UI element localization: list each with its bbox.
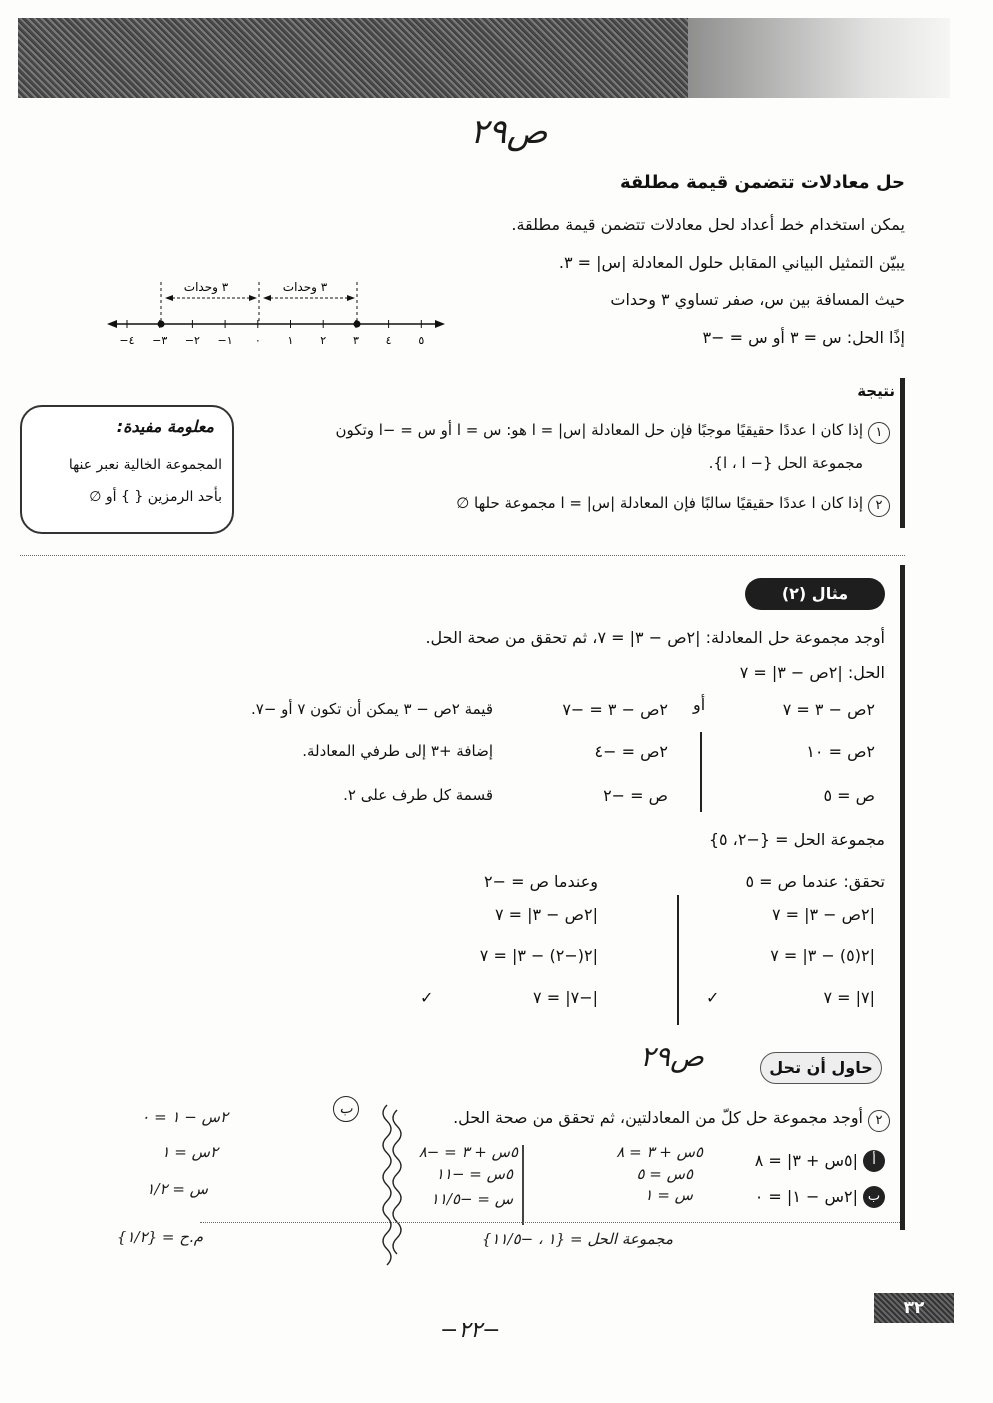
check-left-1: |٢ص − ٣| = ٧	[494, 905, 598, 924]
result-item1-line2: مجموعة الحل {− ا ، ا}.	[708, 454, 863, 472]
hw-a-divider	[522, 1145, 524, 1225]
example-question: أوجد مجموعة حل المعادلة: |٢ص − ٣| = ٧، ثم تحقق من صحة الحل.	[425, 628, 885, 647]
example-solution-head: الحل: |٢ص − ٣| = ٧	[739, 663, 885, 682]
part-b-badge: ب	[863, 1186, 885, 1208]
check-right-3: |٧| = ٧	[823, 988, 875, 1007]
result-item1-number: ١	[868, 422, 890, 444]
number-line-tick-label: −١	[217, 334, 233, 347]
page-number-tag: ٣٢	[874, 1293, 954, 1323]
hw-b-circled-letter: ب	[333, 1096, 359, 1122]
number-line-tick-label: −٤	[119, 334, 135, 347]
try-question-number: ٢	[868, 1110, 890, 1132]
hw-b-step-2: ٢س = ١	[161, 1143, 218, 1161]
solution-set: مجموعة الحل = {−٢، ٥}	[708, 830, 885, 849]
or-text: أو	[693, 695, 706, 714]
try-side-bar	[900, 1045, 905, 1230]
hw-b-set: م.ح = {١/٢}	[116, 1228, 203, 1246]
left-step-2: ٢ص = −٤	[594, 742, 668, 761]
check-mark-left: ✓	[420, 988, 434, 1007]
hw-a-right-2: ٥س = ٥	[636, 1165, 693, 1183]
right-step-2: ٢ص = ١٠	[806, 742, 875, 761]
hw-a-left-2: ٥س = −١١	[435, 1165, 513, 1183]
hw-b-step-3: س = ١/٢	[146, 1180, 208, 1198]
steps-divider	[700, 732, 702, 812]
number-line-tick-label: ١	[287, 334, 294, 347]
number-line-tick-label: −٣	[152, 334, 168, 347]
info-box-line2: بأحد الرمزين { } أو ∅	[89, 489, 222, 505]
solution-text: إذًا الحل: س = ٣ أو س = −٣	[702, 328, 905, 347]
hw-a-left-3: س = −١١/٥	[430, 1190, 513, 1208]
number-line	[105, 270, 450, 355]
check-left-head: وعندما ص = −٢	[484, 872, 598, 891]
number-line-tick-label: ٤	[385, 334, 392, 347]
section-separator	[20, 555, 905, 556]
try-question: أوجد مجموعة حل كلّ من المعادلتين، ثم تحقق من صحة الحل.	[453, 1108, 863, 1127]
hw-wavy-divider	[365, 1100, 415, 1275]
header-texture-fade	[688, 18, 950, 98]
hw-a-right-1: ٥س + ٣ = ٨	[616, 1143, 703, 1161]
check-mark-right: ✓	[706, 988, 720, 1007]
header-texture-bar	[18, 18, 688, 98]
left-step-1: ٢ص − ٣ = −٧	[562, 700, 668, 719]
part-a-badge: أ	[863, 1150, 885, 1172]
handwritten-page-number: ص٢٩	[470, 112, 548, 152]
note-2: إضافة +٣ إلى طرفي المعادلة.	[302, 742, 493, 760]
footer-handwritten-page: −٢٢−	[440, 1318, 501, 1343]
note-1: قيمة ٢ص − ٣ يمكن أن تكون ٧ أو −٧.	[250, 700, 493, 718]
number-line-tick-label: ٥	[418, 334, 425, 347]
note-3: قسمة كل طرف على ٢.	[343, 786, 493, 804]
info-box-line1: المجموعة الخالية نعبر عنها	[68, 457, 222, 473]
part-b-equation: |٢س − ١| = ٠	[754, 1187, 858, 1206]
number-line-tick-label: ٣	[352, 334, 359, 347]
number-line-right-label: ٣ وحدات	[282, 280, 328, 294]
graph-caption: يبيّن التمثيل البياني المقابل حلول المعادلة |س| = ٣.	[558, 253, 905, 272]
check-left-3: |−٧| = ٧	[533, 988, 598, 1007]
part-a-equation: |٥س + ٣| = ٨	[754, 1151, 858, 1170]
right-step-3: ص = ٥	[823, 786, 875, 805]
section-title: حل معادلات تتضمن قيمة مطلقة	[619, 172, 905, 193]
check-left-2: |٢(−٢) − ٣| = ٧	[479, 946, 598, 965]
result-item1-line1: إذا كان ا عددًا حقيقيًا موجبًا فإن حل المعادلة |س| = ا هو: س = ا أو س = −ا وتكون	[335, 421, 863, 439]
hw-a-right-3: س = ١	[644, 1186, 693, 1204]
bottom-separator	[200, 1222, 900, 1223]
check-divider	[677, 895, 679, 1025]
try-handwritten-page: ص٢٩	[640, 1040, 704, 1073]
info-box-title: معلومة مفيدة:	[116, 417, 214, 436]
left-step-3: ص = −٢	[603, 786, 668, 805]
check-right-2: |٢(٥) − ٣| = ٧	[770, 946, 875, 965]
hw-b-step-1: ٢س − ١ = ٠	[141, 1108, 228, 1126]
number-line-tick-label: ٠	[254, 334, 261, 347]
check-right-1: |٢ص − ٣| = ٧	[771, 905, 875, 924]
info-box	[20, 405, 234, 534]
hw-a-left-1: ٥س + ٣ = −٨	[418, 1143, 518, 1161]
example-label: مثال (٢)	[745, 578, 885, 610]
try-label: حاول أن تحل	[760, 1052, 882, 1084]
point-minus-3	[158, 321, 165, 328]
result-item2-line: إذا كان ا عددًا حقيقيًا سالبًا فإن المعادلة |س| = ا مجموعة حلها ∅	[456, 494, 863, 512]
result-heading: نتيجة	[857, 382, 895, 400]
intro-text: يمكن استخدام خط أعداد لحل معادلات تتضمن قيمة مطلقة.	[511, 215, 905, 234]
right-step-1: ٢ص − ٣ = ٧	[782, 700, 875, 719]
number-line-tick-label: ٢	[320, 334, 327, 347]
result-side-bar	[900, 378, 905, 528]
point-plus-3	[354, 321, 361, 328]
distance-text: حيث المسافة بين س، صفر تساوي ٣ وحدات	[610, 290, 905, 309]
number-line-tick-label: −٢	[184, 334, 200, 347]
check-right-head: تحقق: عندما ص = ٥	[745, 872, 885, 891]
number-line-left-label: ٣ وحدات	[183, 280, 229, 294]
hw-a-set: مجموعة الحل = {١ ، −١١/٥}	[481, 1230, 673, 1248]
example-side-bar	[900, 565, 905, 1045]
result-item2-number: ٢	[868, 495, 890, 517]
